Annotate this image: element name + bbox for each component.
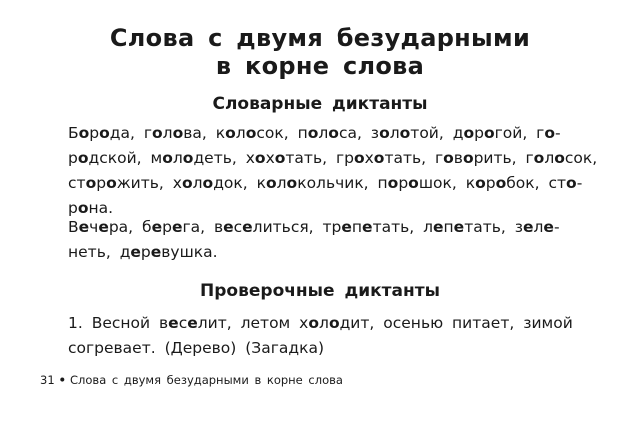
text-segment: са, з bbox=[338, 124, 380, 142]
text-segment: л bbox=[172, 149, 183, 167]
emphasized-vowel: о bbox=[77, 149, 89, 167]
text-line bbox=[46, 336, 606, 361]
text-segment: тать, гр bbox=[285, 149, 354, 167]
text-segment: с bbox=[178, 314, 188, 332]
text-segment: п bbox=[443, 218, 454, 236]
emphasized-vowel: о bbox=[172, 124, 184, 142]
page-title-line-2: в корне слова bbox=[215, 52, 425, 80]
emphasized-vowel: о bbox=[181, 174, 193, 192]
text-segment: р bbox=[68, 199, 78, 217]
emphasized-vowel: е bbox=[130, 243, 141, 261]
text-segment: 1. Весной в bbox=[68, 314, 169, 332]
emphasized-vowel: о bbox=[106, 174, 117, 192]
emphasized-vowel: о bbox=[463, 124, 475, 142]
emphasized-vowel: о bbox=[353, 149, 365, 167]
text-segment: Б bbox=[68, 124, 79, 142]
emphasized-vowel: е bbox=[171, 218, 183, 236]
text-segment: лит, летом х bbox=[197, 314, 309, 332]
emphasized-vowel: о bbox=[387, 174, 399, 192]
text-segment: сок, п bbox=[256, 124, 308, 142]
emphasized-vowel: о bbox=[286, 174, 298, 192]
text-segment: р bbox=[162, 218, 172, 236]
text-segment: п bbox=[351, 218, 363, 236]
emphasized-vowel: о bbox=[495, 174, 507, 192]
text-segment: л bbox=[319, 314, 329, 332]
text-segment: л bbox=[235, 124, 246, 142]
footer-running-title: Слова с двумя безударными в корне слова bbox=[70, 373, 343, 387]
text-segment: га, в bbox=[182, 218, 224, 236]
text-line bbox=[46, 215, 606, 240]
text-segment: рить, г bbox=[473, 149, 534, 167]
text-segment: ч bbox=[89, 218, 99, 236]
text-segment: гой, г bbox=[494, 124, 545, 142]
emphasized-vowel: е bbox=[453, 218, 465, 236]
text-line bbox=[46, 311, 606, 336]
emphasized-vowel: о bbox=[408, 174, 419, 192]
text-segment: сок, bbox=[564, 149, 598, 167]
text-segment: ра, б bbox=[108, 218, 152, 236]
text-segment: дской, м bbox=[88, 149, 163, 167]
text-segment: да, г bbox=[109, 124, 153, 142]
text-segment: дит, осенью питает, зимой bbox=[339, 314, 573, 332]
emphasized-vowel: е bbox=[168, 314, 179, 332]
text-segment: бок, ст bbox=[506, 174, 567, 192]
text-segment: В bbox=[68, 218, 79, 236]
text-segment: л bbox=[544, 149, 555, 167]
emphasized-vowel: о bbox=[566, 174, 577, 192]
emphasized-vowel: о bbox=[462, 149, 474, 167]
text-segment: ва, к bbox=[183, 124, 226, 142]
text-line bbox=[46, 171, 606, 196]
emphasized-vowel: е bbox=[242, 218, 253, 236]
text-segment: л bbox=[162, 124, 173, 142]
text-segment: с bbox=[233, 218, 243, 236]
text-segment: - bbox=[553, 218, 560, 236]
emphasized-vowel: е bbox=[187, 314, 198, 332]
emphasized-vowel: о bbox=[443, 149, 454, 167]
text-segment: р bbox=[398, 174, 409, 192]
text-segment: той, д bbox=[410, 124, 464, 142]
emphasized-vowel: о bbox=[78, 124, 90, 142]
emphasized-vowel: е bbox=[78, 218, 90, 236]
text-segment: л bbox=[318, 124, 329, 142]
section-heading-vocabulary-dictations: Словарные диктанты bbox=[212, 94, 428, 114]
text-segment: в bbox=[453, 149, 463, 167]
text-segment: кольчик, п bbox=[297, 174, 388, 192]
text-segment: р bbox=[89, 124, 100, 142]
text-segment: х bbox=[364, 149, 374, 167]
text-segment: тать, л bbox=[372, 218, 434, 236]
emphasized-vowel: о bbox=[307, 124, 319, 142]
emphasized-vowel: о bbox=[85, 174, 97, 192]
text-segment: вушка. bbox=[161, 243, 218, 261]
emphasized-vowel: е bbox=[151, 218, 163, 236]
emphasized-vowel: о bbox=[254, 149, 266, 167]
text-line bbox=[46, 240, 606, 265]
text-segment: р bbox=[485, 174, 496, 192]
text-segment: р bbox=[140, 243, 151, 261]
emphasized-vowel: е bbox=[98, 218, 109, 236]
emphasized-vowel: о bbox=[77, 199, 89, 217]
text-segment: л bbox=[389, 124, 400, 142]
emphasized-vowel: о bbox=[99, 124, 110, 142]
emphasized-vowel: о bbox=[274, 149, 286, 167]
page-title-line-1: Слова с двумя безударными bbox=[109, 24, 531, 52]
text-segment: литься, тр bbox=[252, 218, 342, 236]
emphasized-vowel: е bbox=[150, 243, 162, 261]
text-segment: р bbox=[96, 174, 107, 192]
text-segment: на. bbox=[88, 199, 114, 217]
text-segment: ст bbox=[68, 174, 86, 192]
text-segment: тать, з bbox=[464, 218, 523, 236]
text-line bbox=[46, 121, 606, 146]
emphasized-vowel: е bbox=[433, 218, 444, 236]
emphasized-vowel: о bbox=[379, 124, 390, 142]
emphasized-vowel: о bbox=[533, 149, 545, 167]
verification-paragraph bbox=[46, 311, 606, 361]
emphasized-vowel: о bbox=[373, 149, 385, 167]
emphasized-vowel: о bbox=[265, 174, 277, 192]
text-segment: л bbox=[192, 174, 203, 192]
emphasized-vowel: е bbox=[341, 218, 352, 236]
emphasized-vowel: е bbox=[223, 218, 234, 236]
section-heading-verification-dictations: Проверочные диктанты bbox=[200, 281, 440, 301]
text-segment: док, к bbox=[213, 174, 266, 192]
vocabulary-paragraph-1 bbox=[46, 121, 606, 221]
emphasized-vowel: о bbox=[308, 314, 320, 332]
emphasized-vowel: о bbox=[162, 149, 173, 167]
text-segment: л bbox=[533, 218, 544, 236]
text-segment: согревает. (Дерево) (Загадка) bbox=[68, 339, 324, 357]
emphasized-vowel: о bbox=[245, 124, 257, 142]
text-segment: деть, х bbox=[193, 149, 255, 167]
text-segment: жить, х bbox=[116, 174, 182, 192]
text-line bbox=[46, 146, 606, 171]
text-segment: л bbox=[276, 174, 287, 192]
emphasized-vowel: о bbox=[328, 124, 339, 142]
emphasized-vowel: о bbox=[182, 149, 194, 167]
page-number: 31 bbox=[40, 373, 55, 387]
text-segment: х bbox=[265, 149, 275, 167]
page-footer bbox=[40, 372, 343, 388]
emphasized-vowel: о bbox=[475, 174, 486, 192]
footer-bullet: • bbox=[58, 373, 66, 387]
text-segment: тать, г bbox=[384, 149, 444, 167]
emphasized-vowel: о bbox=[202, 174, 214, 192]
emphasized-vowel: о bbox=[225, 124, 236, 142]
vocabulary-paragraph-2 bbox=[46, 215, 606, 265]
text-segment: р bbox=[474, 124, 484, 142]
text-segment: - bbox=[554, 124, 561, 142]
text-segment: - bbox=[576, 174, 583, 192]
emphasized-vowel: о bbox=[483, 124, 495, 142]
emphasized-vowel: е bbox=[543, 218, 554, 236]
text-segment: неть, д bbox=[68, 243, 131, 261]
text-segment: р bbox=[68, 149, 78, 167]
emphasized-vowel: е bbox=[522, 218, 534, 236]
emphasized-vowel: о bbox=[554, 149, 565, 167]
emphasized-vowel: о bbox=[544, 124, 555, 142]
emphasized-vowel: о bbox=[152, 124, 163, 142]
emphasized-vowel: о bbox=[328, 314, 340, 332]
text-segment: шок, к bbox=[418, 174, 476, 192]
emphasized-vowel: е bbox=[362, 218, 373, 236]
emphasized-vowel: о bbox=[399, 124, 411, 142]
